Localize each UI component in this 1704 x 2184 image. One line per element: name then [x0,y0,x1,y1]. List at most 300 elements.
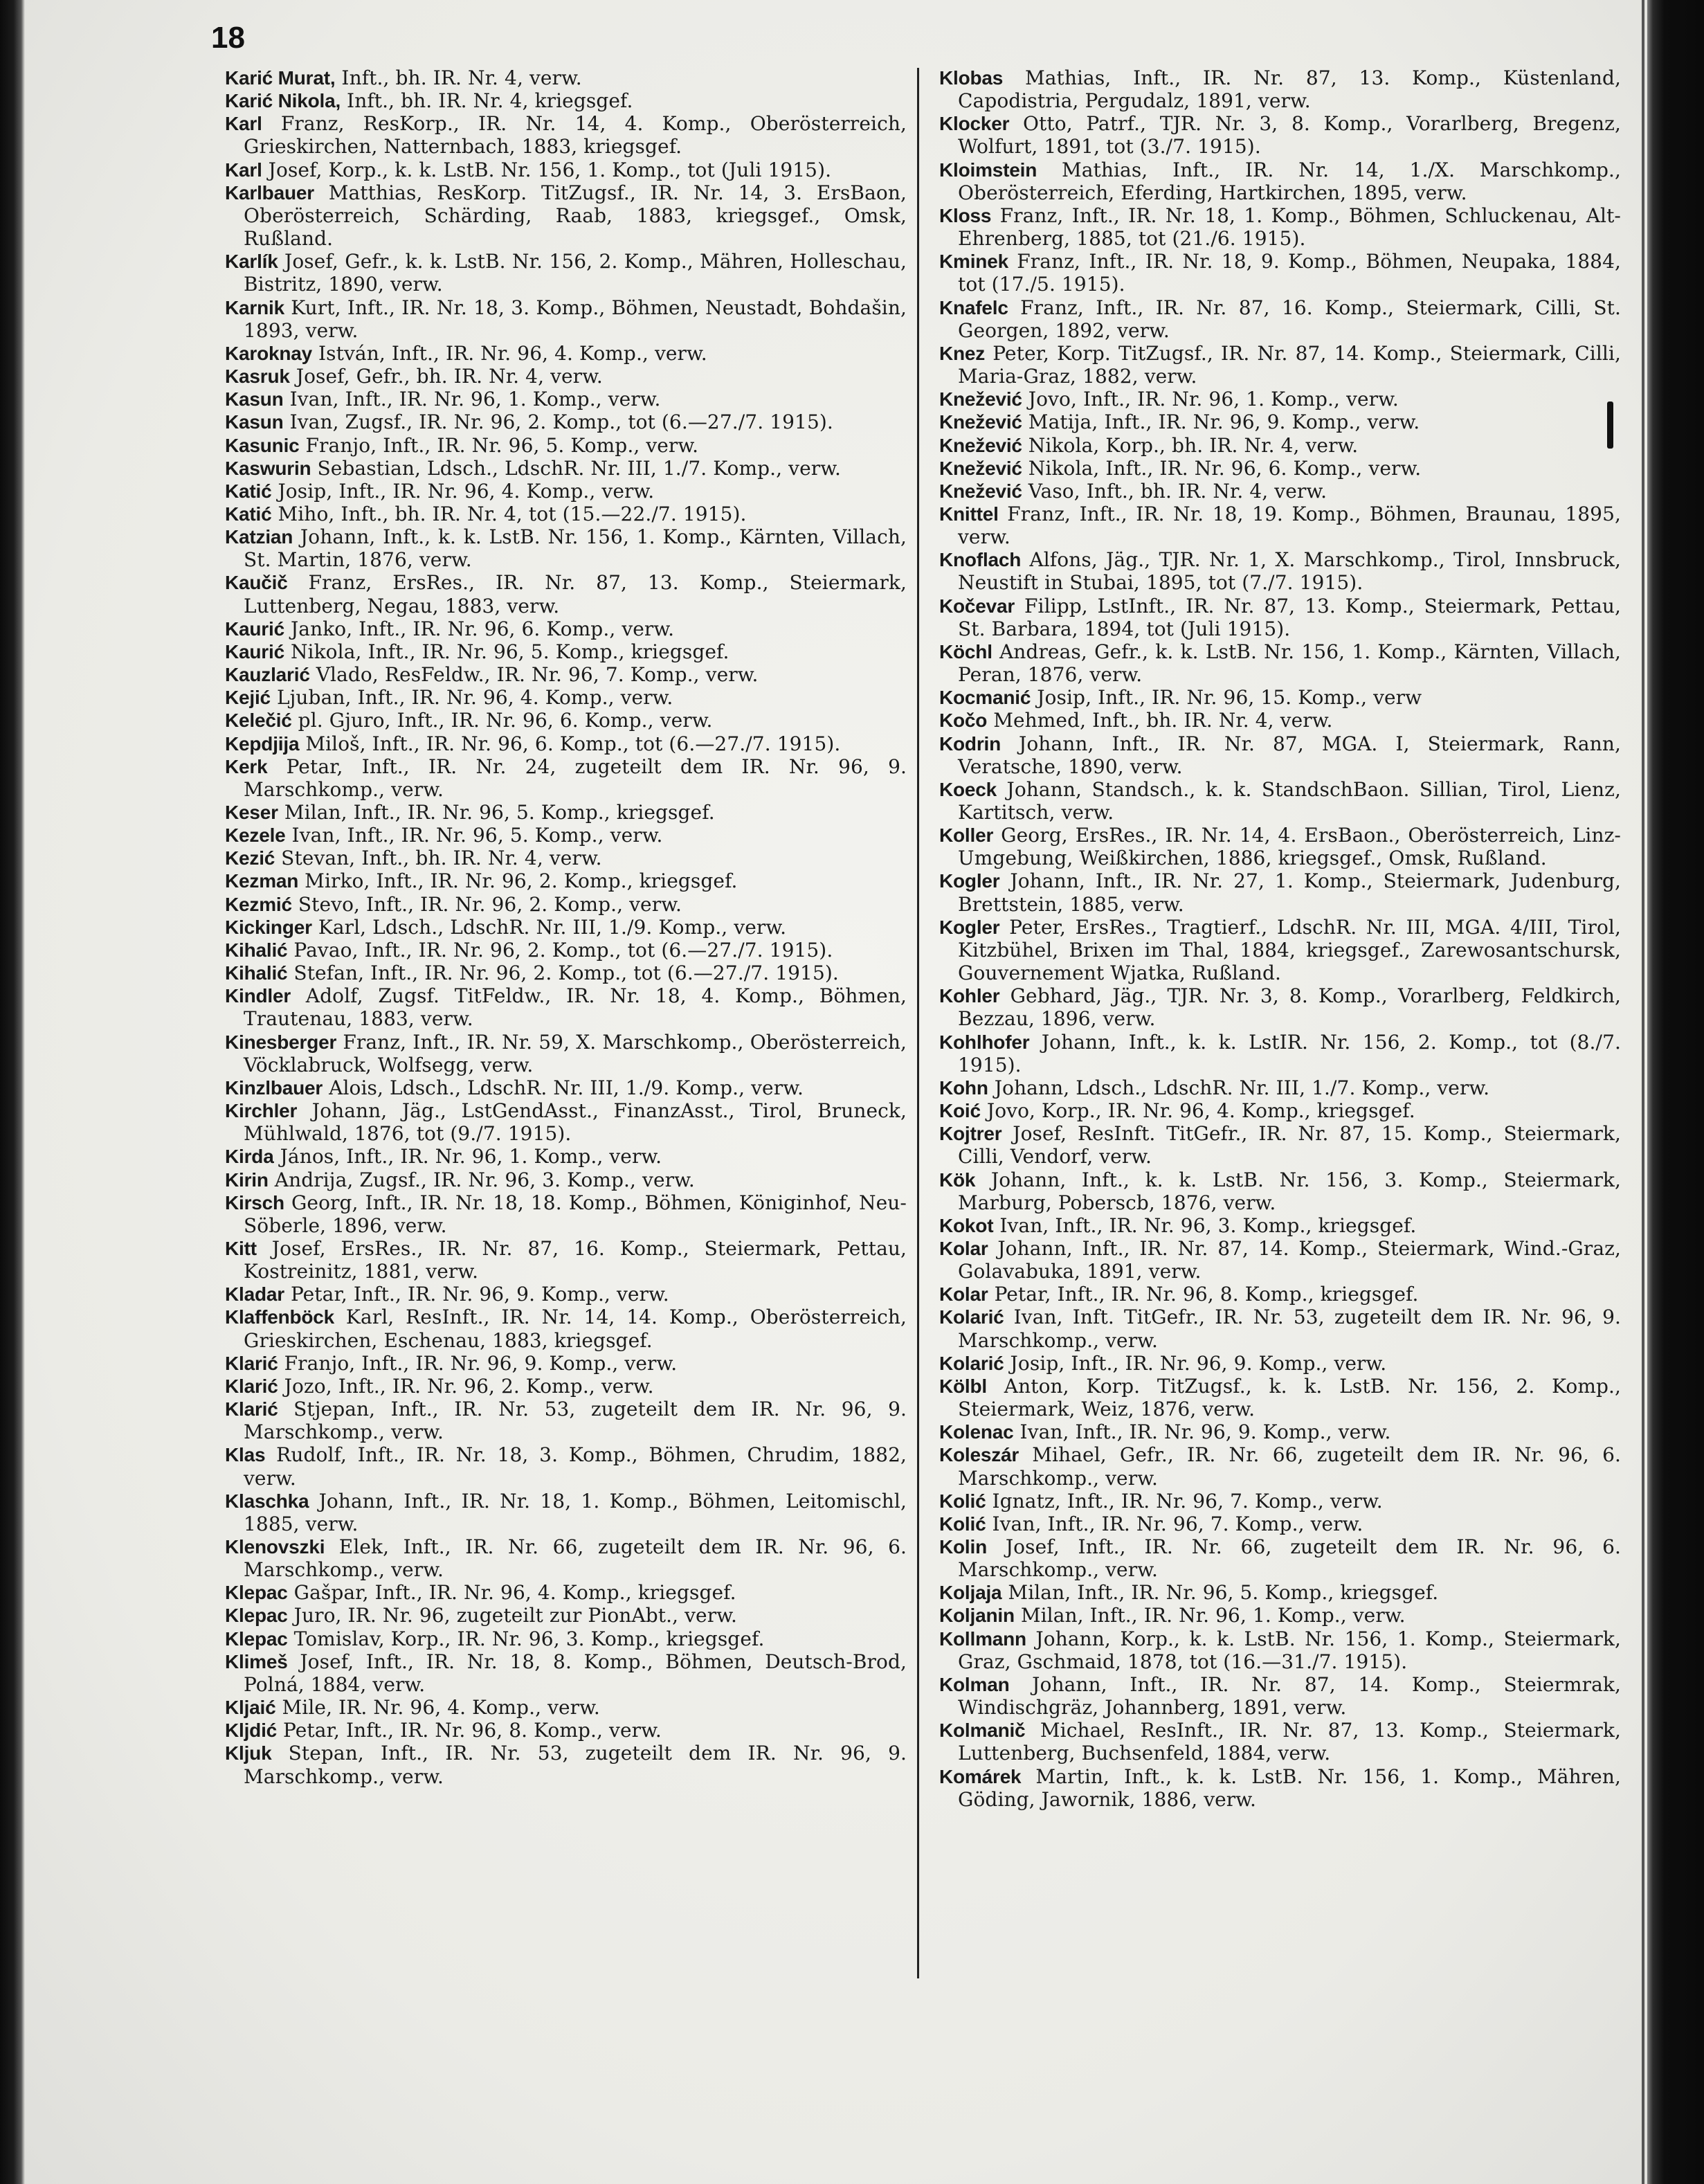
entry-details: Miloš, Inft., IR. Nr. 96, 6. Komp., tot (6.—27./7. 1915). [299,732,841,755]
entry-details: Mehmed, Inft., bh. IR. Nr. 4, verw. [987,709,1333,732]
right-column [939,66,1621,1811]
entry-surname: Koljanin [939,1605,1015,1627]
entry-details: Karl, Ldsch., LdschR. Nr. III, 1./9. Komp., verw. [311,915,787,939]
entry-details: János, Inft., IR. Nr. 96, 1. Komp., verw. [273,1145,662,1168]
entry-surname: Kaurić [225,640,284,662]
list-entry [939,1420,1621,1443]
entry-surname: Katić [225,503,272,525]
entry-details: Petar, Inft., IR. Nr. 24, zugeteilt dem IR. Nr. 96, 9. Marschkomp., verw. [244,755,907,801]
entry-surname: Knoflach [939,549,1022,571]
list-entry [939,1168,1621,1214]
entry-surname: Klimeš [225,1650,288,1672]
entry-surname: Kočo [939,710,988,732]
entry-details: Janko, Inft., IR. Nr. 96, 6. Komp., verw. [284,617,675,640]
entry-details: Josef, Gefr., k. k. LstB. Nr. 156, 2. Komp., Mähren, Holleschau, Bistritz, 1890, verw. [244,250,907,296]
list-entry [939,112,1621,158]
list-entry [939,548,1621,594]
list-entry [225,503,907,525]
list-entry [225,1443,907,1489]
entry-details: Josef, ErsRes., IR. Nr. 87, 16. Komp., Steiermark, Pettau, Kostreinitz, 1881, verw. [244,1236,907,1283]
list-entry [225,801,907,824]
entry-surname: Kirsch [225,1191,284,1213]
entry-surname: Kolarić [939,1306,1004,1328]
entry-surname: Kogler [939,916,1000,938]
entry-details: Ivan, Inft., IR. Nr. 96, 3. Komp., kriegsgef. [993,1213,1417,1237]
list-entry [225,365,907,388]
list-entry [225,1283,907,1306]
list-entry [225,342,907,365]
entry-details: Franz, Inft., IR. Nr. 59, X. Marschkomp., Oberösterreich, Vöcklabruck, Wolfsegg, verw. [244,1030,907,1076]
entry-surname: Kohn [939,1076,988,1099]
entry-details: Inft., bh. IR. Nr. 4, kriegsgef. [341,89,633,113]
entry-details: Tomislav, Korp., IR. Nr. 96, 3. Komp., kriegsgef. [287,1627,765,1650]
entry-details: Franz, ErsRes., IR. Nr. 87, 13. Komp., Steiermark, Luttenberg, Negau, 1883, verw. [244,571,907,617]
entry-details: István, Inft., IR. Nr. 96, 4. Komp., verw. [312,341,707,365]
entry-surname: Kezele [225,824,286,847]
entry-details: Anton, Korp. TitZugsf., k. k. LstB. Nr. 156, 2. Komp., Steiermark, Weiz, 1876, verw. [958,1374,1621,1421]
list-entry [939,1122,1621,1168]
list-entry [225,824,907,847]
entry-details: Franjo, Inft., IR. Nr. 96, 9. Komp., verw. [278,1351,678,1375]
entry-surname: Kickinger [225,916,312,938]
list-entry [939,1306,1621,1351]
entry-surname: Klas [225,1444,266,1466]
list-entry [939,1535,1621,1581]
entry-surname: Kinzlbauer [225,1076,323,1099]
entry-surname: Koleszár [939,1444,1019,1466]
entry-surname: Klarić [225,1352,278,1374]
list-entry [225,112,907,158]
entry-surname: Klobas [939,67,1004,89]
entry-details: Alois, Ldsch., LdschR. Nr. III, 1./9. Komp., verw. [323,1076,804,1099]
entry-details: Elek, Inft., IR. Nr. 66, zugeteilt dem IR. Nr. 96, 6. Marschkomp., verw. [244,1535,907,1582]
list-entry [939,1719,1621,1765]
entry-surname: Knežević [939,411,1022,433]
list-entry [225,571,907,617]
entry-details: Martin, Inft., k. k. LstB. Nr. 156, 1. Komp., Mähren, Göding, Jawornik, 1886, verw. [958,1765,1621,1811]
list-entry [939,824,1621,869]
entry-details: Vlado, ResFeldw., IR. Nr. 96, 7. Komp., verw. [309,663,759,687]
entry-details: Stjepan, Inft., IR. Nr. 53, zugeteilt dem IR. Nr. 96, 9. Marschkomp., verw. [244,1398,907,1444]
entry-surname: Köchl [939,640,993,662]
entry-details: Johann, Ldsch., LdschR. Nr. III, 1./7. Komp., verw. [988,1076,1490,1099]
entry-surname: Kolić [939,1513,986,1535]
entry-details: Peter, Korp. TitZugsf., IR. Nr. 87, 14. Komp., Steiermark, Cilli, Maria-Graz, 1882, verw. [958,341,1621,388]
entry-details: Andrija, Zugsf., IR. Nr. 96, 3. Komp., verw. [268,1168,695,1191]
entry-details: Ivan, Inft., IR. Nr. 96, 5. Komp., verw. [285,824,663,847]
list-entry [225,686,907,709]
entry-surname: Kihalić [225,939,288,961]
entry-surname: Kloss [939,204,992,226]
list-entry [939,503,1621,548]
entry-surname: Kolenac [939,1421,1014,1443]
list-entry [225,755,907,801]
list-entry [939,640,1621,686]
entry-details: Josef, Inft., IR. Nr. 66, zugeteilt dem IR. Nr. 96, 6. Marschkomp., verw. [958,1535,1621,1582]
entry-surname: Kolar [939,1237,988,1259]
entry-details: Johann, Standsch., k. k. StandschBaon. Sillian, Tirol, Lienz, Kartitsch, verw. [958,777,1621,824]
entry-details: Johann, Inft., IR. Nr. 87, 14. Komp., Steiermark, Wind.-Graz, Golavabuka, 1891, verw. [958,1236,1621,1283]
margin-mark [1607,401,1613,449]
list-entry [225,939,907,962]
entry-surname: Klepac [225,1582,288,1604]
entry-details: Ivan, Inft., IR. Nr. 96, 9. Komp., verw. [1013,1420,1391,1444]
entry-surname: Kaurić [225,617,284,640]
entry-surname: Kauzlarić [225,664,310,686]
entry-surname: Kolman [939,1673,1010,1695]
entry-details: Petar, Inft., IR. Nr. 96, 9. Komp., verw. [284,1283,669,1306]
entry-surname: Koeck [939,778,997,800]
list-entry [225,1398,907,1443]
list-entry [225,388,907,410]
entry-surname: Kölbl [939,1375,987,1397]
list-entry [225,525,907,571]
entry-details: Sebastian, Ldsch., LdschR. Nr. III, 1./7. Komp., verw. [311,456,841,480]
entry-surname: Kolić [939,1490,986,1512]
entry-details: Gašpar, Inft., IR. Nr. 96, 4. Komp., kriegsgef. [287,1581,736,1605]
entry-surname: Koić [939,1100,981,1122]
entry-surname: Kljdić [225,1720,278,1742]
entry-details: Franz, ResKorp., IR. Nr. 14, 4. Komp., Oberösterreich, Grieskirchen, Natternbach, 1883, kriegsgef. [244,112,907,159]
entry-details: Rudolf, Inft., IR. Nr. 18, 3. Komp., Böhmen, Chrudim, 1882, verw. [244,1443,907,1490]
entry-details: Stevan, Inft., bh. IR. Nr. 4, verw. [275,847,602,870]
list-entry [225,1490,907,1535]
list-entry [939,1076,1621,1099]
entry-surname: Klocker [939,113,1010,135]
entry-surname: Klaschka [225,1490,309,1512]
entry-surname: Kirchler [225,1100,298,1122]
entry-surname: Knežević [939,434,1022,456]
entry-details: Milan, Inft., IR. Nr. 96, 5. Komp., kriegsgef. [1001,1581,1439,1605]
entry-details: Gebhard, Jäg., TJR. Nr. 3, 8. Komp., Vorarlberg, Feldkirch, Bezzau, 1896, verw. [958,984,1621,1031]
entry-surname: Kirda [225,1146,274,1168]
list-entry [225,847,907,869]
entry-surname: Klepac [225,1627,288,1650]
list-entry [225,296,907,342]
list-entry [225,89,907,112]
entry-surname: Knafelc [939,296,1008,318]
entry-details: Georg, Inft., IR. Nr. 18, 18. Komp., Böhmen, Königinhof, Neu-Söberle, 1896, verw. [244,1191,907,1237]
entry-details: Ljuban, Inft., IR. Nr. 96, 4. Komp., verw. [270,686,673,710]
entry-details: Jozo, Inft., IR. Nr. 96, 2. Komp., verw. [278,1374,654,1398]
entry-details: Ivan, Inft. TitGefr., IR. Nr. 53, zugeteilt dem IR. Nr. 96, 9. Marschkomp., verw. [958,1306,1621,1352]
entry-details: Franz, Inft., IR. Nr. 18, 1. Komp., Böhmen, Schluckenau, Alt-Ehrenberg, 1885, tot (21./6. 1915). [958,204,1621,251]
entry-details: Petar, Inft., IR. Nr. 96, 8. Komp., verw. [277,1719,662,1742]
entry-details: Josef, ResInft. TitGefr., IR. Nr. 87, 15. Komp., Steiermark, Cilli, Vendorf, verw. [958,1122,1621,1168]
entry-surname: Kladar [225,1283,284,1306]
entry-surname: Klenovszki [225,1536,325,1558]
entry-details: Inft., bh. IR. Nr. 4, verw. [335,66,582,89]
entry-surname: Kolar [939,1283,988,1306]
entry-surname: Kerk [225,755,268,777]
list-entry [225,1099,907,1145]
entry-surname: Karlbauer [225,181,314,204]
entry-details: Johann, Korp., k. k. LstB. Nr. 156, 1. Komp., Steiermark, Graz, Gschmaid, 1878, tot (16.—31./7. 1915). [958,1627,1621,1673]
list-entry [225,893,907,916]
entry-details: Josip, Inft., IR. Nr. 96, 9. Komp., verw. [1004,1351,1387,1375]
entry-surname: Knežević [939,480,1022,502]
list-entry [225,709,907,732]
entry-surname: Kočevar [939,595,1015,617]
list-entry [939,1581,1621,1604]
entry-surname: Karić Murat, [225,67,336,89]
entry-surname: Keser [225,802,278,823]
list-entry [225,984,907,1030]
entry-details: Stefan, Inft., IR. Nr. 96, 2. Komp., tot (6.—27./7. 1915). [287,962,839,985]
entry-surname: Kljuk [225,1742,272,1765]
list-entry [225,159,907,181]
list-entry [225,1627,907,1650]
entry-details: Pavao, Inft., IR. Nr. 96, 2. Komp., tot (6.—27./7. 1915). [287,938,833,962]
list-entry [939,709,1621,732]
entry-details: Franjo, Inft., IR. Nr. 96, 5. Komp., verw. [299,433,699,457]
entry-surname: Klarić [225,1375,278,1397]
entry-surname: Knez [939,342,986,364]
list-entry [225,181,907,250]
entry-details: Milan, Inft., IR. Nr. 96, 5. Komp., kriegsgef. [278,801,715,824]
list-entry [939,296,1621,342]
entry-surname: Kollmann [939,1627,1026,1650]
entry-surname: Kokot [939,1214,994,1236]
list-entry [225,1604,907,1627]
entry-details: Andreas, Gefr., k. k. LstB. Nr. 156, 1. Komp., Kärnten, Villach, Peran, 1876, verw. [958,640,1621,687]
left-column [225,66,907,1788]
entry-details: Ivan, Inft., IR. Nr. 96, 1. Komp., verw. [283,388,661,411]
list-entry [939,388,1621,410]
entry-surname: Kojtrer [939,1123,1002,1145]
entry-details: Alfons, Jäg., TJR. Nr. 1, X. Marschkomp., Tirol, Innsbruck, Neustift in Stubai, 1895, tot (7./7. 1915). [958,548,1621,595]
list-entry [225,66,907,89]
list-entry [225,1650,907,1696]
entry-surname: Kolarić [939,1352,1004,1374]
entry-surname: Kolin [939,1536,987,1558]
list-entry [939,595,1621,640]
list-entry [225,916,907,939]
entry-surname: Kihalić [225,962,288,984]
list-entry [225,480,907,503]
entry-details: Michael, ResInft., IR. Nr. 87, 13. Komp., Steiermark, Luttenberg, Buchsenfeld, 1884, verw. [958,1719,1621,1765]
list-entry [939,250,1621,296]
entry-surname: Kezmić [225,893,292,915]
list-entry [225,663,907,686]
entry-surname: Kejić [225,687,271,709]
list-entry [939,778,1621,824]
entry-details: Jovo, Inft., IR. Nr. 96, 1. Komp., verw. [1022,388,1399,411]
entry-details: Franz, Inft., IR. Nr. 87, 16. Komp., Steiermark, Cilli, St. Georgen, 1892, verw. [958,296,1621,342]
entry-surname: Kezić [225,847,275,869]
entry-surname: Kasruk [225,365,290,388]
entry-surname: Kloimstein [939,159,1037,181]
list-entry [939,434,1621,457]
entry-details: Johann, Inft., IR. Nr. 27, 1. Komp., Steiermark, Judenburg, Brettstein, 1885, verw. [958,869,1621,916]
list-entry [225,1352,907,1375]
scan-edge-right [1647,0,1704,2184]
entry-details: pl. Gjuro, Inft., IR. Nr. 96, 6. Komp., verw. [291,709,713,732]
entry-details: Johann, Inft., k. k. LstB. Nr. 156, 3. Komp., Steiermark, Marburg, Poberscb, 1876, verw. [958,1168,1621,1214]
list-entry [225,1306,907,1351]
list-entry [939,342,1621,388]
column-divider [917,68,919,1978]
list-entry [939,984,1621,1030]
entry-surname: Kocmanić [939,687,1031,709]
entry-details: Stepan, Inft., IR. Nr. 53, zugeteilt dem IR. Nr. 96, 9. Marschkomp., verw. [244,1742,907,1788]
entry-surname: Kolmanič [939,1720,1026,1742]
entry-surname: Kodrin [939,732,1001,755]
list-entry [225,1375,907,1398]
entry-surname: Kirin [225,1168,269,1191]
entry-details: Jovo, Korp., IR. Nr. 96, 4. Komp., kriegsgef. [980,1099,1415,1123]
entry-details: Josip, Inft., IR. Nr. 96, 15. Komp., verw [1031,686,1422,710]
list-entry [939,869,1621,915]
entry-details: Matthias, ResKorp. TitZugsf., IR. Nr. 14, 3. ErsBaon, Oberösterreich, Schärding, Raab, 1883, kriegsgef., Omsk, Rußland. [244,181,907,251]
entry-details: Filipp, LstInft., IR. Nr. 87, 13. Komp., Steiermark, Pettau, St. Barbara, 1894, tot (Juli 1915). [958,594,1621,640]
list-entry [225,1191,907,1237]
list-entry [225,1742,907,1787]
entry-details: Nikola, Inft., IR. Nr. 96, 6. Komp., verw. [1022,456,1422,480]
entry-surname: Kljaić [225,1697,276,1719]
list-entry [939,916,1621,984]
entry-details: Ivan, Inft., IR. Nr. 96, 7. Komp., verw. [986,1512,1363,1535]
entry-details: Ivan, Zugsf., IR. Nr. 96, 2. Komp., tot (6.—27./7. 1915). [283,410,833,434]
list-entry [225,617,907,640]
entry-details: Mile, IR. Nr. 96, 4. Komp., verw. [275,1696,600,1720]
entry-surname: Koller [939,824,994,847]
scan-edge-left [0,0,25,2184]
list-entry [939,1604,1621,1627]
entry-details: Mathias, Inft., IR. Nr. 14, 1./X. Marschkomp., Oberösterreich, Eferding, Hartkirchen, 1895, verw. [958,158,1621,204]
entry-surname: Kminek [939,251,1008,273]
list-entry [939,1765,1621,1811]
entry-surname: Kogler [939,870,1000,892]
list-entry [225,1535,907,1581]
entry-details: Mathias, Inft., IR. Nr. 87, 13. Komp., Küstenland, Capodistria, Pergudalz, 1891, verw. [958,66,1621,113]
list-entry [939,732,1621,778]
list-entry [225,250,907,296]
entry-details: Nikola, Inft., IR. Nr. 96, 5. Komp., kriegsgef. [284,640,729,663]
entry-details: Johann, Inft., IR. Nr. 87, 14. Komp., Steiermrak, Windischgräz, Johannberg, 1891, verw. [958,1672,1621,1720]
entry-surname: Knittel [939,503,999,525]
entry-details: Mihael, Gefr., IR. Nr. 66, zugeteilt dem IR. Nr. 96, 6. Marschkomp., verw. [958,1443,1621,1490]
list-entry [939,1490,1621,1513]
entry-surname: Kezman [225,870,299,892]
list-entry [939,410,1621,433]
entry-details: Juro, IR. Nr. 96, zugeteilt zur PionAbt., verw. [287,1604,737,1627]
list-entry [939,204,1621,250]
list-entry [225,1581,907,1604]
entry-surname: Katić [225,480,272,502]
list-entry [225,732,907,755]
entry-details: Petar, Inft., IR. Nr. 96, 8. Komp., kriegsgef. [988,1283,1419,1306]
entry-surname: Katzian [225,526,293,548]
entry-details: Miho, Inft., bh. IR. Nr. 4, tot (15.—22./7. 1915). [271,502,747,525]
entry-details: Johann, Jäg., LstGendAsst., FinanzAsst., Tirol, Bruneck, Mühlwald, 1876, tot (9./7. 1915). [244,1099,907,1146]
entry-surname: Kepdjija [225,732,300,755]
list-entry [939,1237,1621,1283]
list-entry [939,457,1621,480]
entry-details: Otto, Patrf., TJR. Nr. 3, 8. Komp., Vorarlberg, Bregenz, Wolfurt, 1891, tot (3./7. 1915). [958,112,1621,159]
entry-details: Josip, Inft., IR. Nr. 96, 4. Komp., verw. [271,479,655,503]
entry-surname: Koljaja [939,1582,1002,1604]
list-entry [939,1375,1621,1420]
list-entry [939,1214,1621,1237]
list-entry [939,1099,1621,1122]
list-entry [939,1673,1621,1719]
entry-details: Mirko, Inft., IR. Nr. 96, 2. Komp., kriegsgef. [298,869,738,893]
entry-surname: Kasun [225,411,284,433]
entry-details: Matija, Inft., IR. Nr. 96, 9. Komp., verw. [1022,410,1420,434]
entry-surname: Karlík [225,251,278,273]
entry-surname: Kohlhofer [939,1031,1030,1053]
entry-surname: Karoknay [225,342,313,364]
entry-surname: Kaswurin [225,457,311,479]
entry-details: Georg, ErsRes., IR. Nr. 14, 4. ErsBaon., Oberösterreich, Linz-Umgebung, Weißkirchen, 1886, kriegsgef., Omsk, Rußland. [958,824,1621,870]
list-entry [225,640,907,663]
list-entry [225,1237,907,1283]
entry-surname: Kök [939,1168,976,1191]
list-entry [939,159,1621,204]
list-entry [939,686,1621,709]
entry-surname: Komárek [939,1765,1022,1787]
page-number: 18 [211,21,245,55]
list-entry [225,410,907,433]
entry-details: Josef, Inft., IR. Nr. 18, 8. Komp., Böhmen, Deutsch-Brod, Polná, 1884, verw. [244,1650,907,1696]
entry-details: Milan, Inft., IR. Nr. 96, 1. Komp., verw. [1014,1604,1406,1627]
entry-details: Franz, Inft., IR. Nr. 18, 19. Komp., Böhmen, Braunau, 1895, verw. [958,502,1621,549]
list-entry [225,434,907,457]
entry-details: Johann, Inft., IR. Nr. 87, MGA. I, Steiermark, Rann, Veratsche, 1890, verw. [958,732,1621,778]
entry-details: Peter, ErsRes., Tragtierf., LdschR. Nr. III, MGA. 4/III, Tirol, Kitzbühel, Brixen im Thal, 1884, kriegsgef., Zarewosantschursk, Gouvernement Wjatka, Rußland. [958,915,1621,985]
entry-surname: Klepac [225,1605,288,1627]
list-entry [225,1696,907,1719]
list-entry [225,457,907,480]
entry-details: Kurt, Inft., IR. Nr. 18, 3. Komp., Böhmen, Neustadt, Bohdašin, 1893, verw. [244,296,907,342]
list-entry [939,1352,1621,1375]
entry-details: Vaso, Inft., bh. IR. Nr. 4, verw. [1022,479,1327,503]
entry-surname: Klaffenböck [225,1306,335,1328]
entry-details: Josef, Gefr., bh. IR. Nr. 4, verw. [289,365,603,388]
entry-surname: Kinesberger [225,1031,337,1053]
list-entry [225,1076,907,1099]
entry-details: Johann, Inft., k. k. LstIR. Nr. 156, 2. Komp., tot (8./7. 1915). [958,1030,1621,1076]
entry-details: Johann, Inft., k. k. LstB. Nr. 156, 1. Komp., Kärnten, Villach, St. Martin, 1876, verw. [244,525,907,572]
entry-details: Stevo, Inft., IR. Nr. 96, 2. Komp., verw. [291,892,682,916]
entry-surname: Karnik [225,296,284,318]
entry-surname: Kitt [225,1237,257,1259]
list-entry [225,1145,907,1168]
entry-surname: Karl [225,113,262,135]
list-entry [939,1283,1621,1306]
entry-details: Ignatz, Inft., IR. Nr. 96, 7. Komp., verw. [986,1489,1383,1513]
entry-surname: Klarić [225,1398,278,1420]
list-entry [939,1513,1621,1535]
entry-surname: Kohler [939,985,1000,1007]
entry-surname: Kasunic [225,434,300,456]
entry-details: Karl, ResInft., IR. Nr. 14, 14. Komp., Oberösterreich, Grieskirchen, Eschenau, 1883, kriegsgef. [244,1306,907,1352]
entry-surname: Knežević [939,457,1022,479]
entry-surname: Karić Nikola, [225,90,341,112]
entry-details: Josef, Korp., k. k. LstB. Nr. 156, 1. Komp., tot (Juli 1915). [262,158,832,181]
list-entry [225,1031,907,1076]
list-entry [939,1627,1621,1673]
entry-surname: Kasun [225,388,284,410]
entry-surname: Kindler [225,985,291,1007]
entry-details: Franz, Inft., IR. Nr. 18, 9. Komp., Böhmen, Neupaka, 1884, tot (17./5. 1915). [958,250,1621,296]
list-entry [939,480,1621,503]
entry-surname: Karl [225,159,262,181]
list-entry [225,1168,907,1191]
entry-surname: Kelečić [225,710,292,732]
entry-details: Adolf, Zugsf. TitFeldw., IR. Nr. 18, 4. Komp., Böhmen, Trautenau, 1883, verw. [244,984,907,1031]
